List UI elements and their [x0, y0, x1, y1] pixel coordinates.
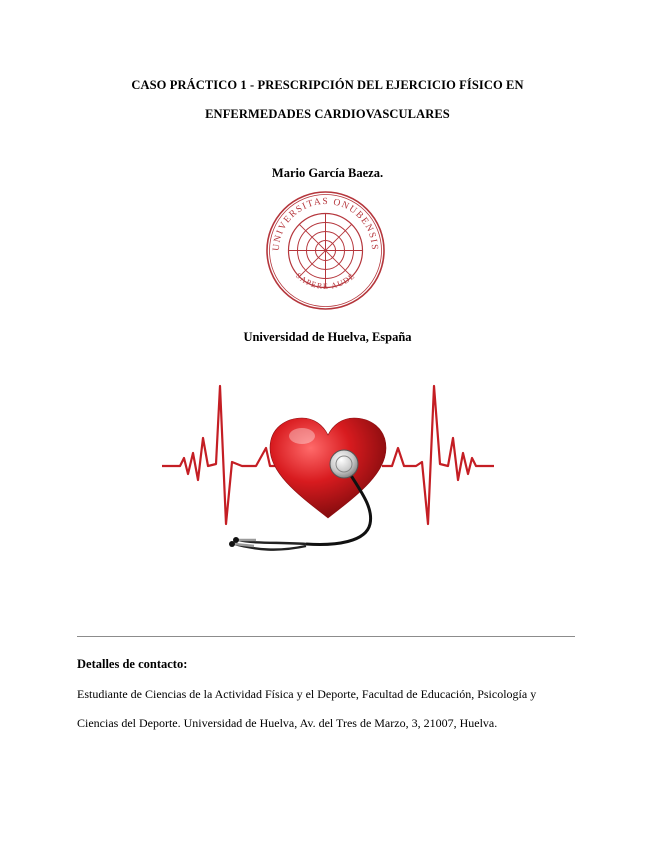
- ecg-line-right: [382, 386, 494, 524]
- ecg-line: [162, 386, 278, 524]
- university-seal-icon: [265, 190, 386, 311]
- author-name: Mario García Baeza.: [271, 166, 384, 180]
- section-divider: [77, 636, 575, 637]
- seal-outer-text: UNIVERSITAS ONUBENSIS: [271, 196, 380, 252]
- contact-line-1: Estudiante de Ciencias de la Actividad Física y el Deporte, Facultad de Educación, Psicología y: [77, 687, 537, 701]
- document-title-line-2: ENFERMEDADES CARDIOVASCULARES: [205, 107, 450, 121]
- university-name: Universidad de Huelva, España: [243, 330, 412, 344]
- contact-heading: Detalles de contacto:: [77, 657, 188, 671]
- contact-line-2: Ciencias del Deporte. Universidad de Huelva, Av. del Tres de Marzo, 3, 21007, Huelva.: [77, 716, 498, 730]
- seal-inner-text: SAPERE AUDE: [294, 271, 357, 291]
- stethoscope-chest-piece: [330, 450, 358, 478]
- document-title-line-1: CASO PRÁCTICO 1 - PRESCRIPCIÓN DEL EJERCICIO FÍSICO EN: [131, 78, 524, 92]
- heart-stethoscope-ecg-icon: [160, 378, 496, 558]
